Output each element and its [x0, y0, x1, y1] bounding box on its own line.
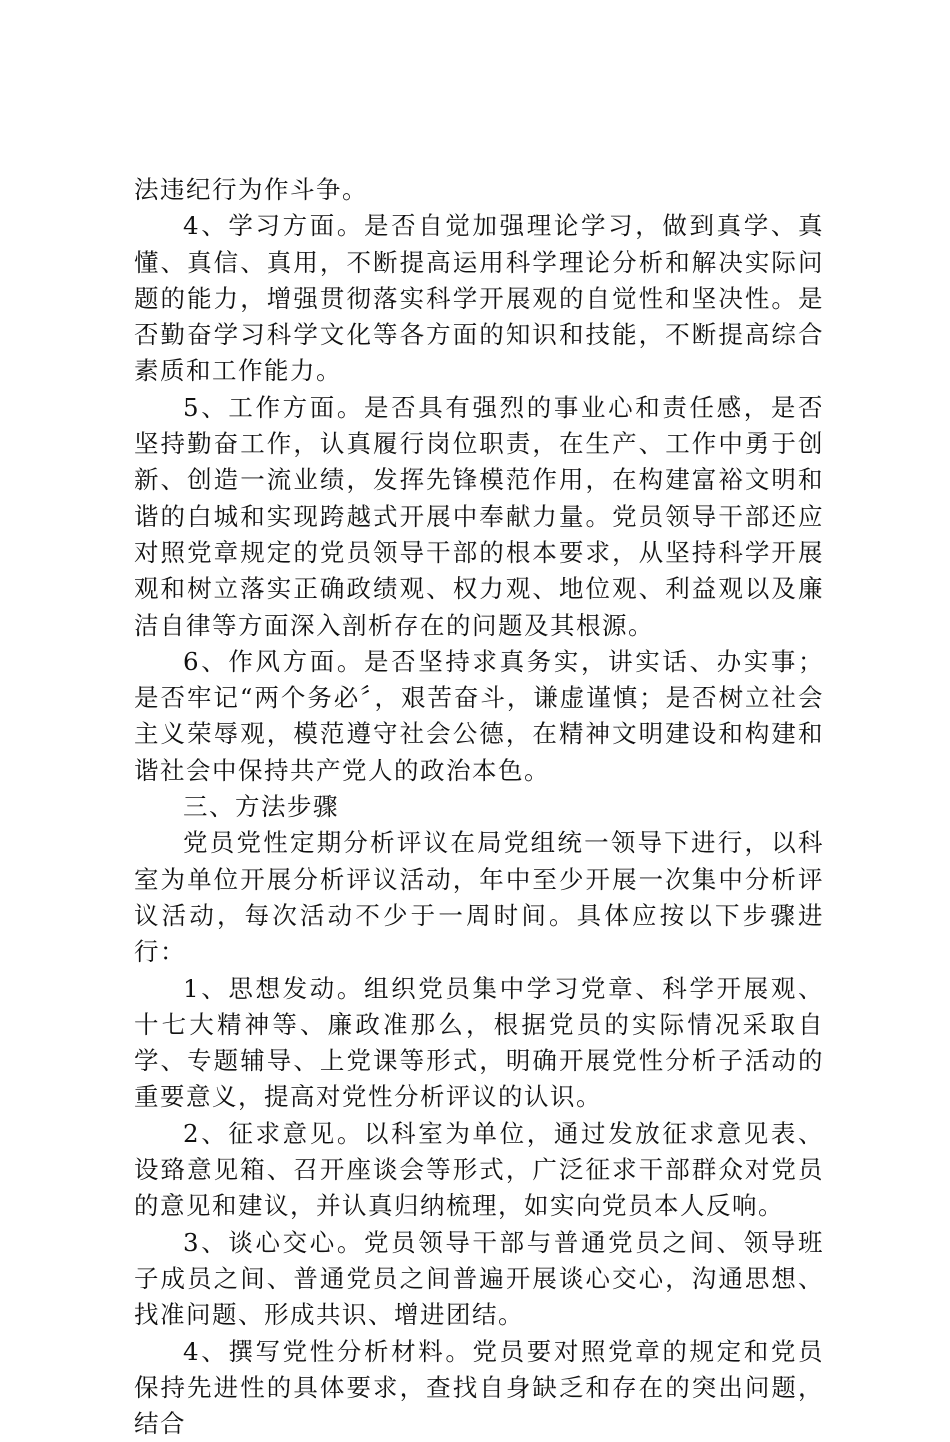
paragraph-3: 5、工作方面。是否具有强烈的事业心和责任感，是否坚持勤奋工作，认真履行岗位职责，在生产、工作中勇于创新、创造一流业绩，发挥先锋模范作用，在构建富裕文明和谐的白城和实现跨越式开展中奉献力量。党员领导干部还应对照党章规定的党员领导干部的根本要求，从坚持科学开展观和树立落实正确政绩观、权力观、地位观、利益观以及廉洁自律等方面深入剖析存在的问题及其根源。 — [134, 390, 824, 644]
paragraph-4: 6、作风方面。是否坚持求真务实，讲实话、办实事；是否牢记“两个务必〞，艰苦奋斗，谦虚谨慎；是否树立社会主义荣辱观，模范遵守社会公德，在精神文明建设和构建和谐社会中保持共产党人的政治本色。 — [134, 644, 824, 789]
paragraph-2: 4、学习方面。是否自觉加强理论学习，做到真学、真懂、真信、真用，不断提高运用科学理论分析和解决实际问题的能力，增强贯彻落实科学开展观的自觉性和坚决性。是否勤奋学习科学文化等各方面的知识和技能，不断提高综合素质和工作能力。 — [134, 208, 824, 389]
document-body — [134, 172, 824, 1442]
paragraph-8: 2、征求意见。以科室为单位，通过发放征求意见表、设臵意见箱、召开座谈会等形式，广泛征求干部群众对党员的意见和建议，并认真归纳梳理，如实向党员本人反响。 — [134, 1116, 824, 1225]
paragraph-6: 党员党性定期分析评议在局党组统一领导下进行，以科室为单位开展分析评议活动，年中至少开展一次集中分析评议活动，每次活动不少于一周时间。具体应按以下步骤进行： — [134, 825, 824, 970]
paragraph-9: 3、谈心交心。党员领导干部与普通党员之间、领导班子成员之间、普通党员之间普遍开展谈心交心，沟通思想、找准问题、形成共识、增进团结。 — [134, 1225, 824, 1334]
paragraph-7: 1、思想发动。组织党员集中学习党章、科学开展观、十七大精神等、廉政准那么，根据党员的实际情况采取自学、专题辅导、上党课等形式，明确开展党性分析子活动的重要意义，提高对党性分析评议的认识。 — [134, 971, 824, 1116]
section-heading: 三、方法步骤 — [134, 789, 824, 825]
paragraph-10: 4、撰写党性分析材料。党员要对照党章的规定和党员保持先进性的具体要求，查找自身缺乏和存在的突出问题，结合 — [134, 1334, 824, 1442]
paragraph-1: 法违纪行为作斗争。 — [134, 172, 824, 208]
